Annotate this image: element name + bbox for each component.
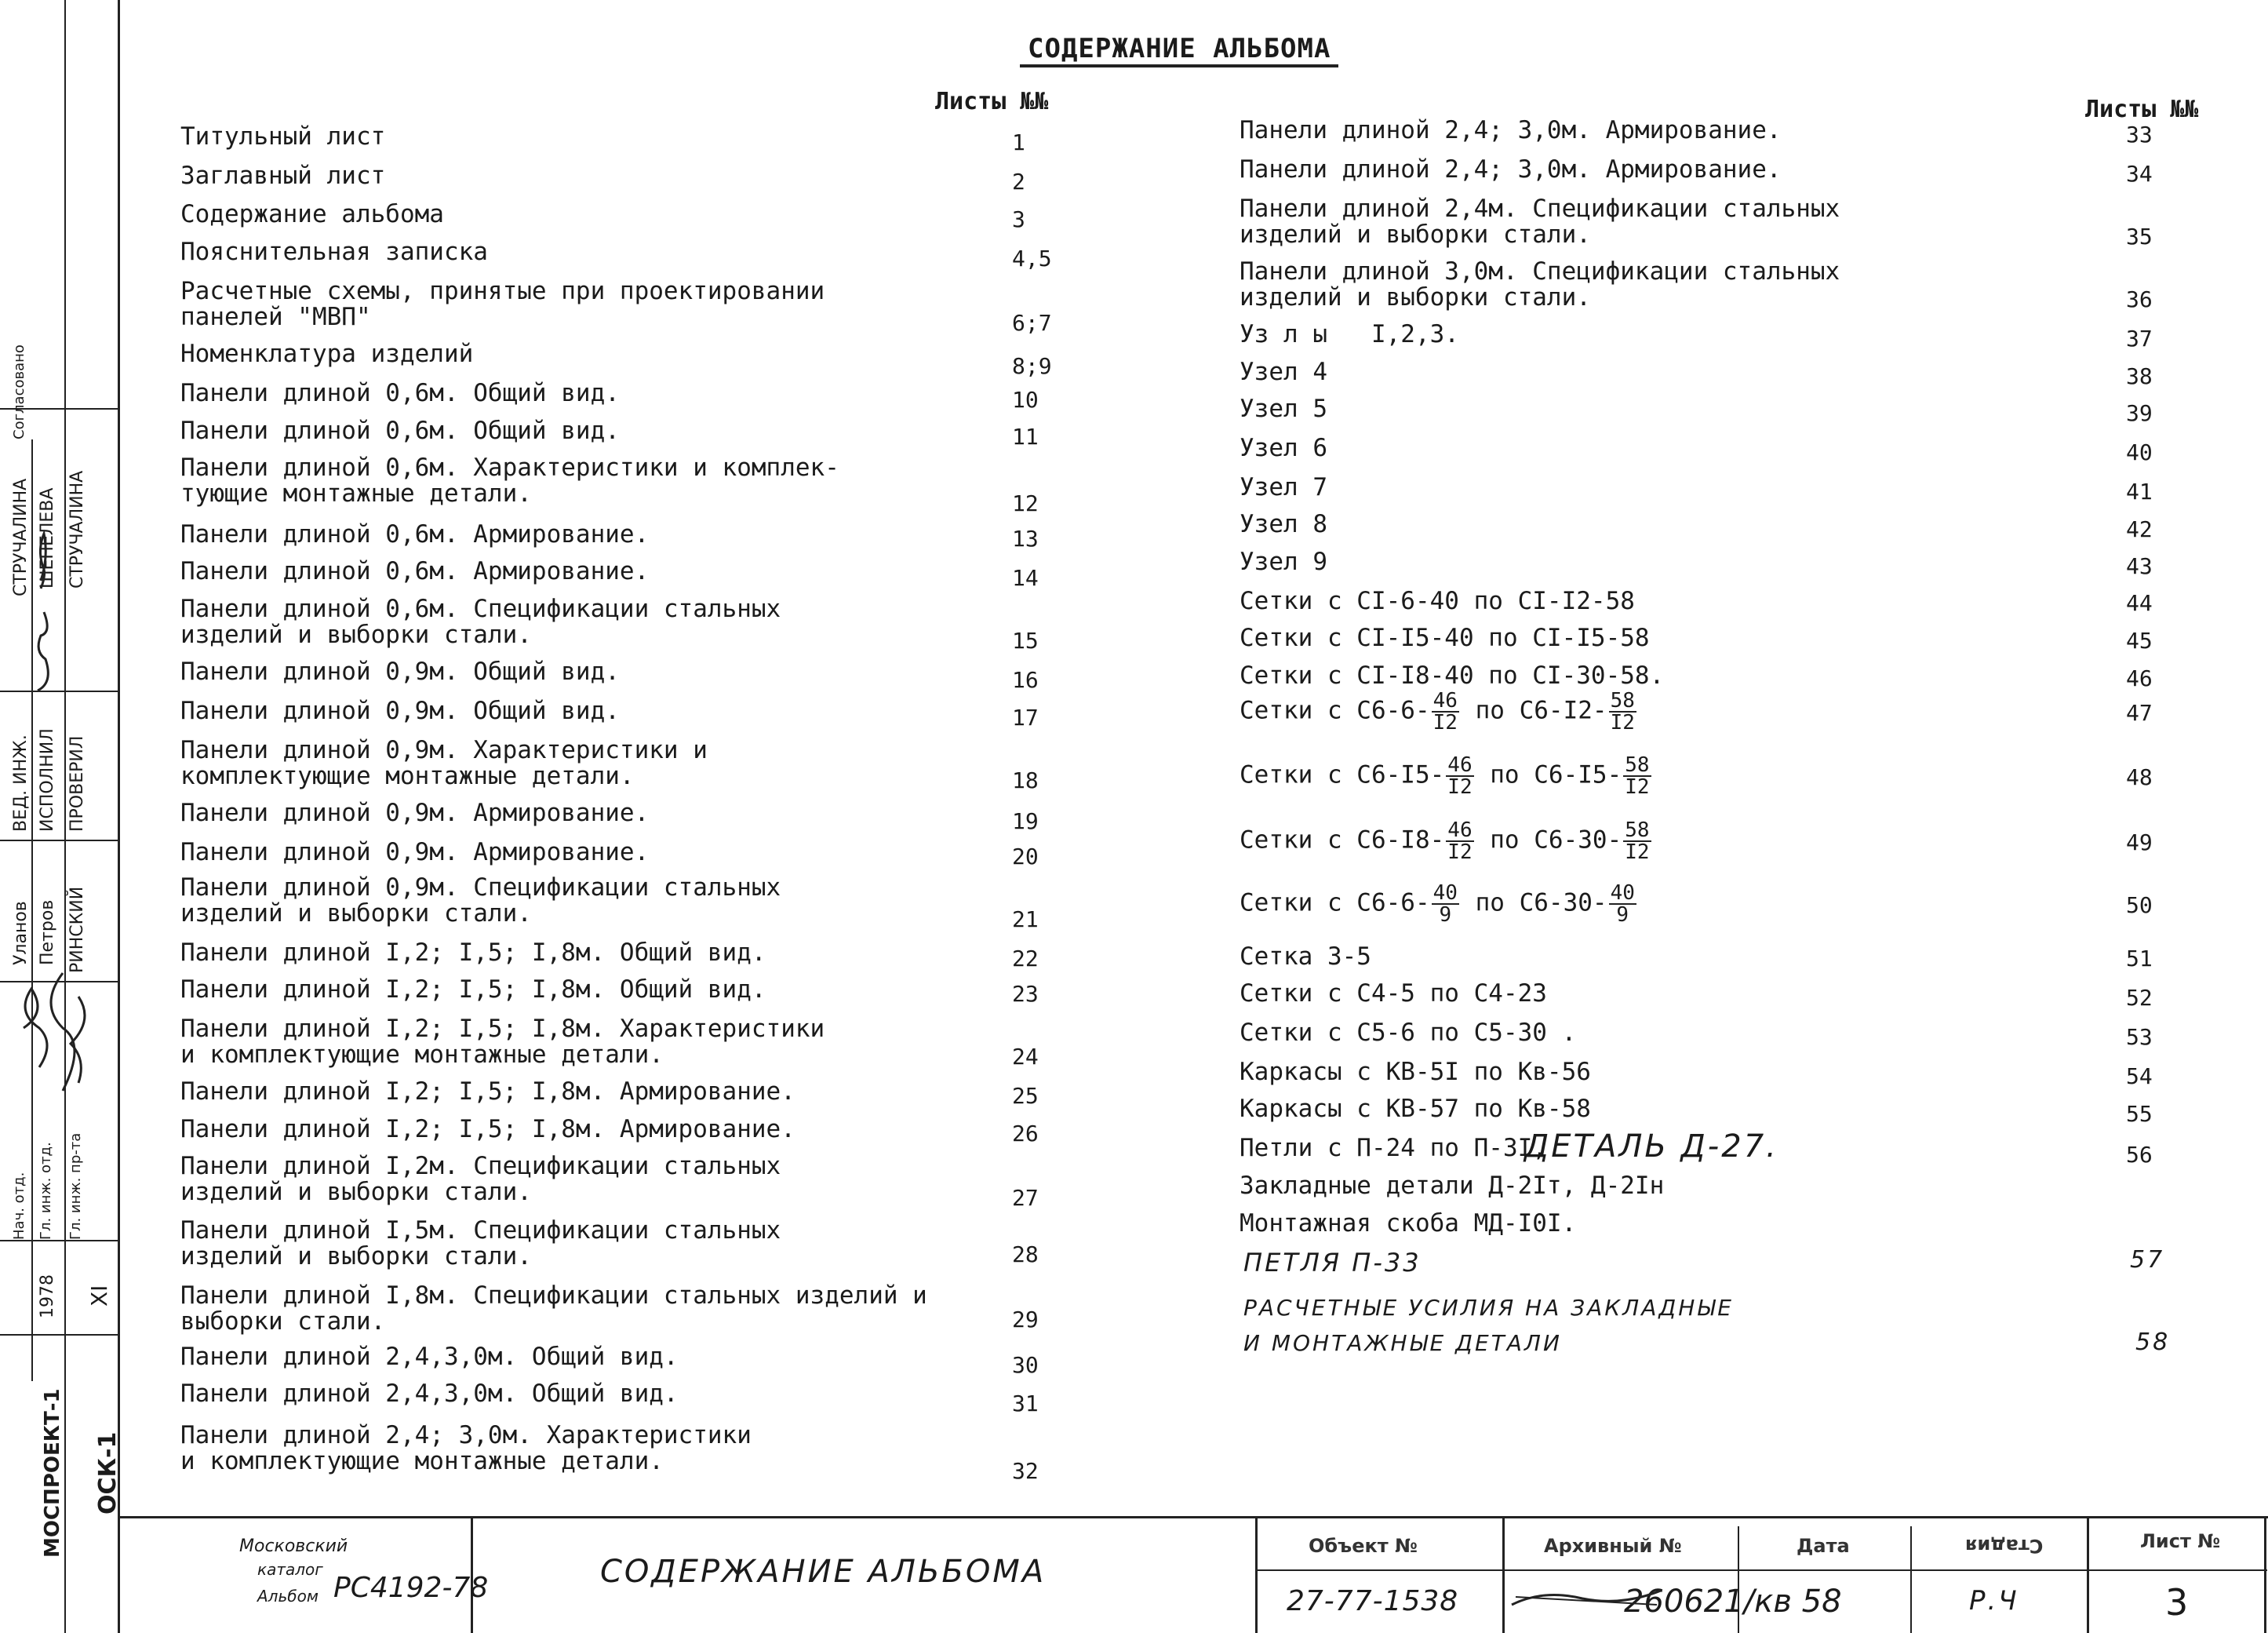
contents-entry-right: Монтажная скоба МД-I0I. [1240,1209,1577,1238]
sidebar-roman: XI [86,1285,112,1307]
sheet-number-left: 2 [1012,169,1025,195]
fraction-numerator: 58 [1625,818,1650,842]
contents-entry-left: Панели длиной I,2; I,5; I,8м. Армирование. [180,1115,795,1143]
sidebar-name2-1: Уланов [11,901,31,965]
sheet-number-right: 43 [2126,553,2153,579]
sheet-number-left: 14 [1012,565,1039,591]
archive-label: Архивный № [1544,1535,1682,1557]
sheet-number-right: 37 [2126,326,2153,352]
contents-entry-left: Панели длиной I,2; I,5; I,8м. Общий вид. [180,975,766,1004]
fraction-denominator: I2 [1625,840,1650,864]
sheet-number-right: 53 [2126,1024,2153,1050]
sidebar-name-1: СТРУЧАЛИНА [11,478,31,596]
sheet-number-left: 18 [1012,767,1039,793]
sheet-number-left: 25 [1012,1083,1039,1109]
contents-entry-left: Панели длиной 0,9м. Характеристики и комплектующие монтажные детали. [180,736,708,790]
stage-value: Р.Ч [1969,1585,2019,1617]
contents-entry-left: Панели длиной 0,6м. Армирование. [180,557,650,585]
stage-label: Стадия [1965,1535,2044,1557]
contents-entry-left: Заглавный лист [180,162,386,190]
sheet-number-right: 55 [2126,1101,2153,1127]
sheet-number-right: 49 [2126,829,2153,855]
sheet-number-right: 51 [2126,946,2153,971]
sheet-number-left: 3 [1012,206,1025,232]
sheet-number-right: 52 [2126,985,2153,1011]
fraction [1609,883,1636,925]
contents-entry-left: Панели длиной 0,6м. Общий вид. [180,417,620,445]
fraction-numerator: 40 [1433,881,1458,905]
contents-entry-right: Каркасы с КВ-57 по Кв-58 [1240,1095,1591,1123]
fraction-numerator: 46 [1447,753,1473,777]
sheet-number-left: 4,5 [1012,246,1052,272]
sheet-number-left: 15 [1012,628,1039,654]
sheet-number-right: 46 [2126,665,2153,691]
frame-right-border [2264,1516,2266,1633]
handwritten-loop-entry: ПЕТЛЯ П-33 [1243,1248,1422,1278]
sheet-number-left: 27 [1012,1185,1039,1211]
sheet-number-left: 32 [1012,1458,1039,1484]
contents-entry-right: Узел 9 [1240,548,1327,576]
contents-entry-right: Сетки с С5-6 по С5-30 . [1240,1019,1577,1047]
frame-bottom-border [118,1516,2268,1518]
contents-entry-left: Номенклатура изделий [180,340,474,368]
fraction-middle: по С6-30- [1475,826,1622,855]
frame-left-border [118,0,120,1633]
sheet-title-handwritten: СОДЕРЖАНИЕ АЛЬБОМА [600,1554,1047,1590]
sheet-number-left: 24 [1012,1044,1039,1070]
sheet-number-left: 20 [1012,844,1039,869]
sheet-number-left: 1 [1012,129,1025,155]
fraction-prefix: Сетки с С6-I8- [1240,826,1445,855]
handwritten-loop-sheet: 57 [2130,1246,2165,1274]
catalog-line-2: каталог [257,1560,323,1579]
fraction-middle: по С6-30- [1460,888,1607,917]
sidebar-name-2: ШЕПЕЛЕВА [38,487,57,589]
contents-entry-left: Панели длиной 0,9м. Общий вид. [180,697,620,725]
contents-entry-left: Панели длиной 0,6м. Армирование. [180,520,650,549]
sheet-number-left: 28 [1012,1241,1039,1267]
contents-entry-right: Закладные детали Д-2Iт, Д-2Iн [1240,1172,1665,1200]
sheet-number-right: 45 [2126,628,2153,654]
sheet-number-left: 13 [1012,526,1039,552]
sidebar-agreed-label: Согласовано [11,344,27,439]
sheet-number-label: Лист № [2140,1530,2221,1552]
sidebar-name2-2: Петров [38,899,57,965]
sheet-number-left: 16 [1012,667,1039,693]
contents-entry-right: Панели длиной 2,4м. Спецификации стальных изделий и выборки стали. [1240,195,1840,249]
sidebar-name2-3: РИНСКИЙ [67,886,87,973]
sheet-number-right: 44 [2126,590,2153,616]
sheet-number-right: 41 [2126,479,2153,505]
sidebar-dept: ОСК-1 [94,1431,122,1515]
fraction-numerator: 58 [1625,753,1650,777]
fraction-denominator: I2 [1625,775,1650,799]
fraction-prefix: Сетки с С6-6- [1240,696,1430,725]
sheet-number-left: 19 [1012,808,1039,834]
contents-entry-right: Сетки с СI-I8-40 по СI-30-58. [1240,662,1665,690]
sheet-number-right: 38 [2126,363,2153,389]
contents-entry-left: Титульный лист [180,122,386,151]
archive-value: 260621/кв 58 [1624,1584,1842,1620]
sheet-number-left: 17 [1012,705,1039,731]
sheet-number-left: 6;7 [1012,310,1052,336]
sheet-number-left: 12 [1012,490,1039,516]
fraction-denominator: 9 [1616,903,1629,927]
fraction-denominator: I2 [1447,775,1473,799]
fraction [1446,820,1473,862]
contents-entry-left: Панели длиной 0,9м. Армирование. [180,838,650,866]
handwritten-detail-note: ДЕТАЛЬ Д-27. [1524,1128,1778,1165]
contents-entry-right: Панели длиной 3,0м. Спецификации стальных изделий и выборки стали. [1240,257,1840,312]
contents-entry-right: Узел 7 [1240,473,1327,501]
fraction-numerator: 40 [1610,881,1635,905]
fraction [1446,755,1473,797]
sheet-number-left: 31 [1012,1391,1039,1416]
fraction [1623,755,1651,797]
signature-scribbles [0,0,118,1633]
contents-entry-left: Панели длиной 2,4,3,0м. Общий вид. [180,1380,679,1408]
sidebar-role-1: ВЕД. ИНЖ. [11,734,31,832]
contents-entry-left: Панели длиной 0,9м. Спецификации стальных изделий и выборки стали. [180,873,781,928]
fraction-numerator: 58 [1610,689,1635,713]
sheet-number-right: 50 [2126,892,2153,918]
sheet-number-right: 47 [2126,700,2153,726]
sheet-number-right: 40 [2126,439,2153,465]
contents-entry-right: Сетки с СI-6-40 по СI-I2-58 [1240,587,1635,615]
contents-entry-left: Панели длиной I,2; I,5; I,8м. Характеристики и комплектующие монтажные детали. [180,1015,825,1069]
fraction-middle: по С6-I2- [1460,696,1607,725]
contents-entry-fraction [1240,820,1653,862]
contents-entry-left: Содержание альбома [180,200,444,228]
contents-entry-right: Уз л ы I,2,3. [1240,320,1459,348]
fraction-middle: по С6-I5- [1475,760,1622,789]
contents-entry-right: Узел 4 [1240,358,1327,386]
contents-entry-right: Узел 8 [1240,510,1327,538]
contents-entry-left: Панели длиной I,8м. Спецификации стальных изделий и выборки стали. [180,1281,927,1336]
contents-entry-right: Сетка 3-5 [1240,942,1371,971]
contents-entry-left: Панели длиной I,2м. Спецификации стальных изделий и выборки стали. [180,1152,781,1206]
contents-entry-fraction [1240,883,1638,925]
sheet-number-value: 3 [2165,1581,2189,1624]
fraction-denominator: I2 [1610,711,1635,734]
sheet-number-right: 42 [2126,516,2153,542]
contents-entry-right: Узел 6 [1240,434,1327,462]
sheet-number-right: 48 [2126,764,2153,790]
page-title: СОДЕРЖАНИЕ АЛЬБОМА [1020,33,1338,67]
contents-entry-left: Расчетные схемы, принятые при проектировании панелей "МВП" [180,277,825,331]
contents-entry-right: Сетки с СI-I5-40 по СI-I5-58 [1240,624,1650,652]
contents-entry-right: Панели длиной 2,4; 3,0м. Армирование. [1240,155,1782,184]
sidebar-role2-3: Гл. инж. пр-та [67,1132,84,1240]
sheet-number-left: 11 [1012,424,1039,450]
sidebar-name-3: СТРУЧАЛИНА [67,470,87,589]
left-column-header: Листы №№ [935,88,1049,115]
handwritten-forces-sheet: 58 [2135,1329,2171,1356]
contents-entry-right: Петли с П-24 по П-3I, [1240,1134,1547,1162]
sheet-number-right: 56 [2126,1142,2153,1168]
fraction-numerator: 46 [1447,818,1473,842]
contents-entry-right: Каркасы с КВ-5I по Кв-56 [1240,1058,1591,1086]
sheet-number-left: 8;9 [1012,353,1052,379]
album-code: РС4192-78 [333,1572,489,1604]
fraction [1623,820,1651,862]
handwritten-forces-line-2: И МОНТАЖНЫЕ ДЕТАЛИ [1243,1330,1562,1356]
fraction-denominator: I2 [1433,711,1458,734]
sheet-number-right: 34 [2126,161,2153,187]
sidebar-role2-2: Гл. инж. отд. [38,1142,54,1240]
catalog-line-1: Московский [239,1536,348,1556]
fraction-numerator: 46 [1433,689,1458,713]
contents-entry-fraction [1240,755,1653,797]
sheet-number-right: 33 [2126,122,2153,148]
contents-entry-left: Панели длиной 0,6м. Общий вид. [180,379,620,407]
sidebar-role-3: ПРОВЕРИЛ [67,735,87,832]
contents-entry-right: Сетки с С4-5 по С4-23 [1240,979,1547,1008]
sheet-number-right: 35 [2126,224,2153,250]
sheet-number-left: 26 [1012,1121,1039,1146]
sheet-number-right: 39 [2126,400,2153,426]
fraction [1432,883,1459,925]
sidebar-org: МОСПРОЕКТ-1 [41,1388,64,1558]
fraction-denominator: I2 [1447,840,1473,864]
contents-entry-left: Панели длиной 2,4; 3,0м. Характеристики и комплектующие монтажные детали. [180,1421,752,1475]
fraction [1609,691,1636,733]
sheet-number-left: 30 [1012,1352,1039,1378]
right-column-header: Листы №№ [2085,96,2199,123]
contents-entry-left: Панели длиной 0,9м. Общий вид. [180,658,620,686]
contents-entry-left: Панели длиной 0,9м. Армирование. [180,799,650,827]
contents-entry-fraction [1240,691,1638,733]
contents-entry-left: Панели длиной I,2; I,5; I,8м. Общий вид. [180,939,766,967]
sidebar-year: 1978 [38,1274,57,1318]
sheet-number-left: 10 [1012,387,1039,413]
sidebar-role2-1: Нач. отд. [11,1172,27,1240]
fraction-denominator: 9 [1439,903,1452,927]
object-label: Объект № [1309,1535,1418,1557]
contents-entry-left: Панели длиной 2,4,3,0м. Общий вид. [180,1343,679,1371]
sheet-number-right: 36 [2126,286,2153,312]
contents-entry-left: Панели длиной I,5м. Спецификации стальных изделий и выборки стали. [180,1216,781,1270]
contents-entry-left: Панели длиной 0,6м. Характеристики и комплек- тующие монтажные детали. [180,454,839,508]
sidebar-role-2: ИСПОЛНИЛ [38,728,57,832]
contents-entry-left: Панели длиной I,2; I,5; I,8м. Армирование. [180,1077,795,1106]
archive-strikethrough [1508,1581,1665,1620]
date-label: Дата [1797,1535,1850,1557]
sheet-number-left: 22 [1012,946,1039,971]
sheet-number-left: 29 [1012,1307,1039,1332]
contents-entry-left: Панели длиной 0,6м. Спецификации стальных изделий и выборки стали. [180,595,781,649]
fraction [1432,691,1459,733]
fraction-prefix: Сетки с С6-6- [1240,888,1430,917]
sheet-number-right: 54 [2126,1063,2153,1089]
object-value: 27-77-1538 [1287,1585,1459,1617]
handwritten-forces-line-1: РАСЧЕТНЫЕ УСИЛИЯ НА ЗАКЛАДНЫЕ [1243,1295,1734,1321]
sheet-number-left: 23 [1012,981,1039,1007]
contents-entry-left: Пояснительная записка [180,238,488,266]
catalog-line-3: Альбом [257,1587,319,1606]
fraction-prefix: Сетки с С6-I5- [1240,760,1445,789]
contents-entry-right: Узел 5 [1240,395,1327,423]
contents-entry-right: Панели длиной 2,4; 3,0м. Армирование. [1240,116,1782,144]
sheet-number-left: 21 [1012,906,1039,932]
